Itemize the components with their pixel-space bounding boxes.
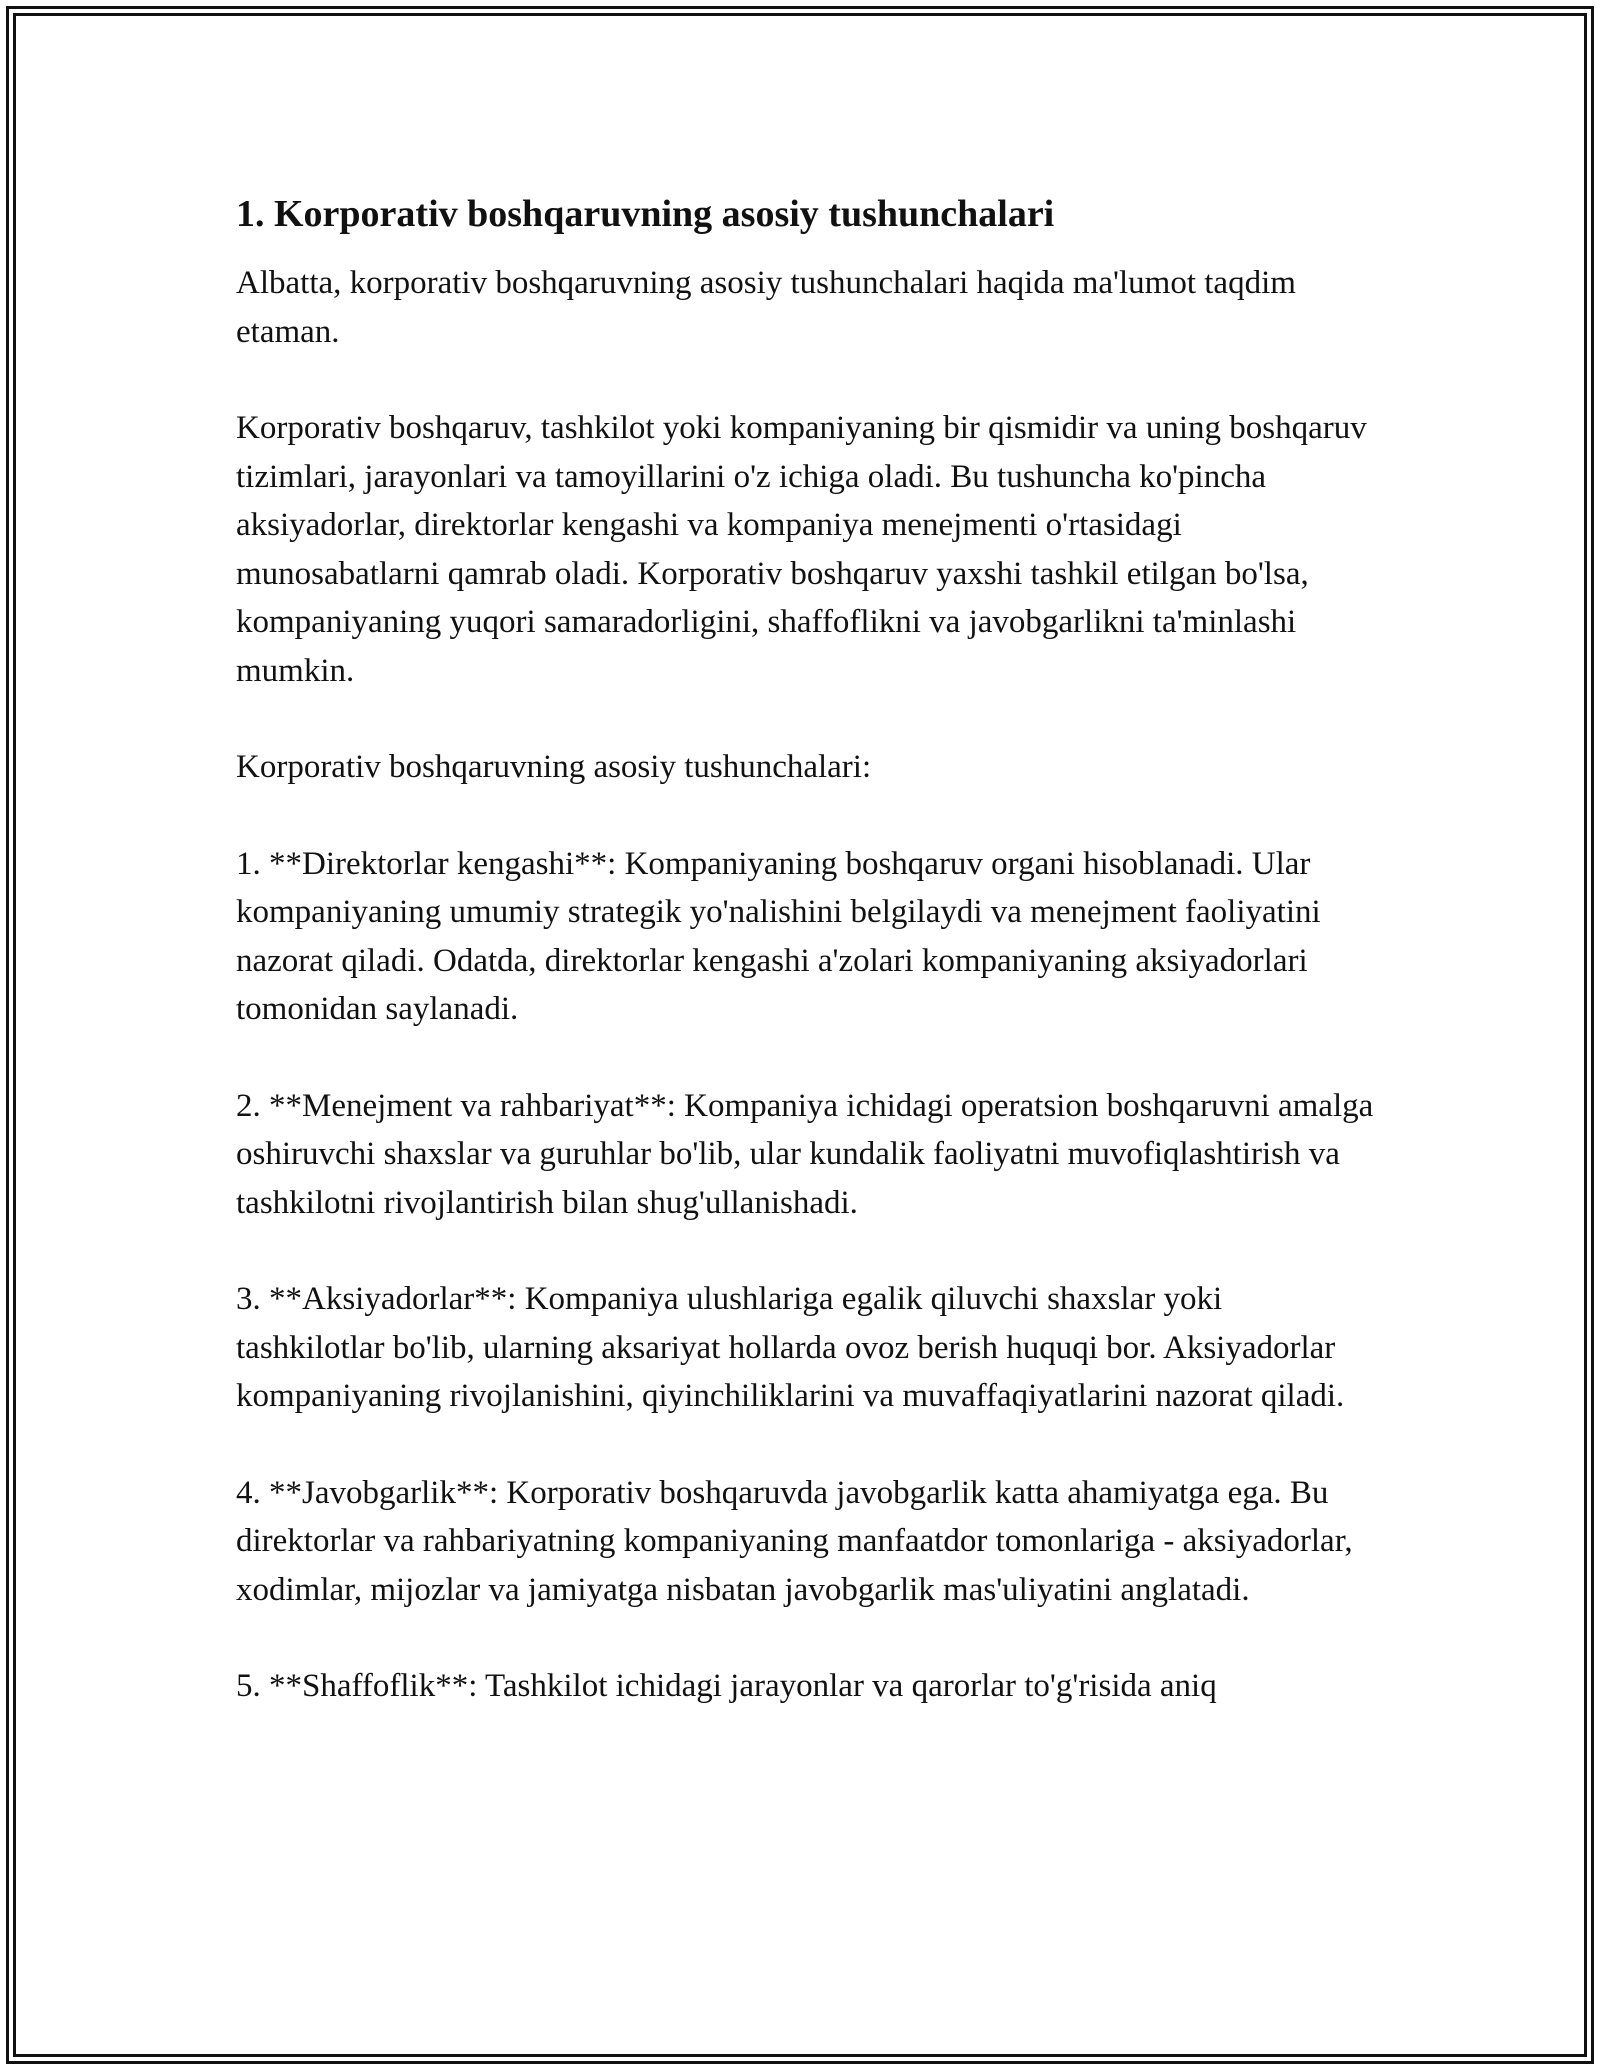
paragraph-gap xyxy=(236,1227,1376,1275)
definition-paragraph: Korporativ boshqaruv, tashkilot yoki kompaniyaning bir qismidir va uning boshqaruv tizimlari, jarayonlari va tamoyillarini o'z ichiga oladi. Bu tushuncha ko'pincha aksiyadorlar, direktorlar kengashi va kompaniya menejmenti o'rtasidagi munosabatlarni qamrab oladi. Korporativ boshqaruv yaxshi tashkil etilgan bo'lsa, kompaniyaning yuqori samaradorligini, shaffoflikni va javobgarlikni ta'minlashi mumkin. xyxy=(236,410,1367,689)
document-title: 1. Korporativ boshqaruvning asosiy tushunchalari xyxy=(236,193,1055,235)
list-item-accountability: 4. **Javobgarlik**: Korporativ boshqaruvda javobgarlik katta ahamiyatga ega. Bu direktorlar va rahbariyatning kompaniyaning manfaatdor tomonlariga - aksiyadorlar, xodimlar, mijozlar va jamiyatga nisbatan javobgarlik mas'uliyatini anglatadi. xyxy=(236,1474,1353,1608)
list-item-shareholders: 3. **Aksiyadorlar**: Kompaniya ulushlariga egalik qiluvchi shaxslar yoki tashkilotlar bo'lib, ularning aksariyat hollarda ovoz berish huquqi bor. Aksiyadorlar kompaniyaning rivojlanishini, qiyinchiliklarini va muvaffaqiyatlarini nazorat qiladi. xyxy=(236,1281,1345,1414)
list-item-transparency: 5. **Shaffoflik**: Tashkilot ichidagi jarayonlar va qarorlar to'g'risida aniq xyxy=(236,1668,1217,1704)
paragraph-gap xyxy=(236,695,1376,743)
paragraph-gap xyxy=(236,356,1376,404)
list-item-directors: 1. **Direktorlar kengashi**: Kompaniyaning boshqaruv organi hisoblanadi. Ular kompaniyaning umumiy strategik yo'nalishini belgilaydi va menejment faoliyatini nazorat qiladi. Odatda, direktorlar kengashi a'zolari kompaniyaning aksiyadorlari tomonidan saylanadi. xyxy=(236,845,1321,1027)
paragraph-gap xyxy=(236,1614,1376,1662)
paragraph-gap xyxy=(236,1421,1376,1469)
document-page xyxy=(236,186,1376,1711)
paragraph-gap xyxy=(236,1034,1376,1082)
paragraph-gap xyxy=(236,792,1376,840)
list-item-management: 2. **Menejment va rahbariyat**: Kompaniya ichidagi operatsion boshqaruvni amalga oshiruvchi shaxslar va guruhlar bo'lib, ular kundalik faoliyatni muvofiqlashtirish va tashkilotni rivojlantirish bilan shug'ullanishadi. xyxy=(236,1087,1374,1221)
list-intro-paragraph: Korporativ boshqaruvning asosiy tushunchalari: xyxy=(236,749,872,785)
intro-paragraph: Albatta, korporativ boshqaruvning asosiy tushunchalari haqida ma'lumot taqdim etaman. xyxy=(236,265,1296,350)
